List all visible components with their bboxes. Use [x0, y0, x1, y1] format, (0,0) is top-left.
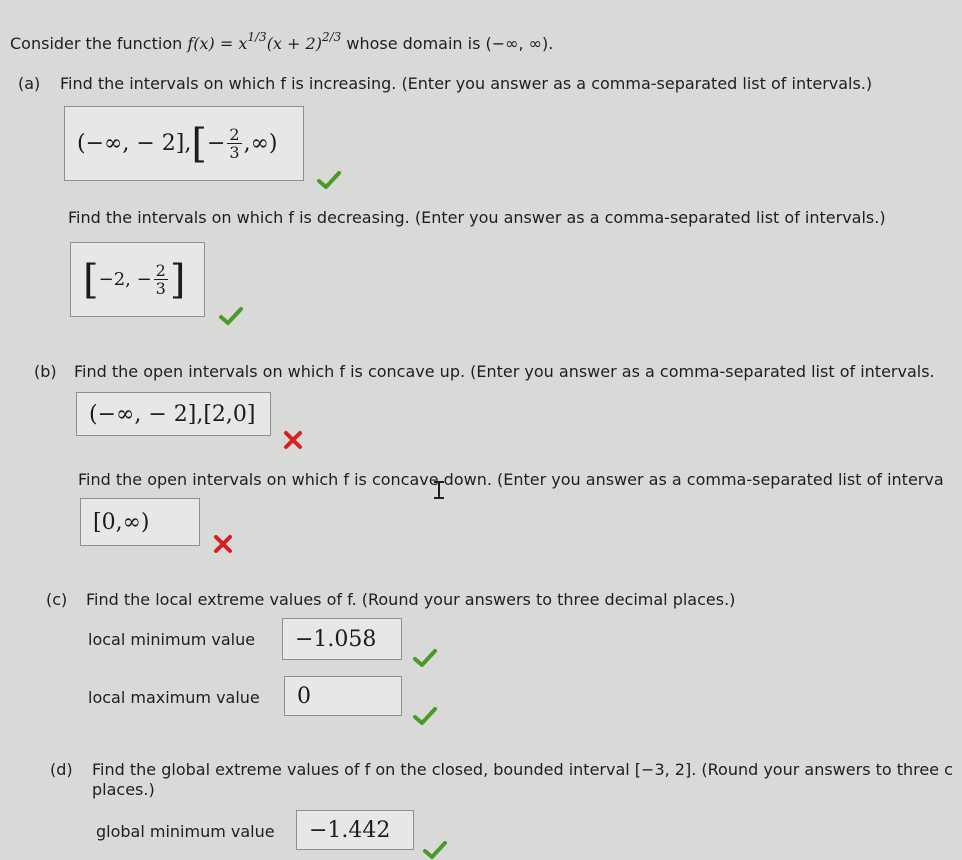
fraction	[227, 126, 241, 161]
check-icon	[412, 648, 438, 668]
part-d-question-cont: places.)	[92, 780, 155, 799]
increasing-answer-part1: (−∞, − 2],	[77, 131, 192, 156]
function-statement	[10, 30, 553, 53]
local-min-answer: −1.058	[295, 626, 377, 652]
fraction-denominator: 3	[229, 143, 240, 162]
part-c-question: Find the local extreme values of f. (Round your answers to three decimal places.)	[86, 590, 736, 609]
decreasing-answer-field[interactable]	[70, 242, 205, 317]
fraction-denominator: 3	[155, 279, 166, 298]
global-min-answer: −1.442	[309, 817, 391, 843]
local-max-answer: 0	[297, 683, 311, 709]
text-cursor-icon	[432, 480, 446, 500]
bracket-open: [	[191, 120, 207, 167]
local-max-label: local maximum value	[88, 688, 260, 707]
concave-down-answer-field[interactable]	[80, 498, 200, 546]
fraction-numerator: 2	[229, 125, 240, 144]
fraction-numerator: 2	[155, 261, 166, 280]
part-a-label: (a)	[18, 74, 41, 93]
function-factor: (x + 2)	[266, 34, 322, 53]
part-a-question: Find the intervals on which f is increasing. (Enter you answer as a comma-separated list of intervals.)	[60, 74, 873, 93]
local-min-label: local minimum value	[88, 630, 256, 649]
concave-down-question: Find the open intervals on which f is concave down. (Enter you answer as a comma-separated list of interva	[78, 470, 944, 489]
global-min-answer-field[interactable]	[296, 810, 414, 850]
increasing-answer-part2: ,∞)	[243, 131, 278, 156]
increasing-answer-field[interactable]	[64, 106, 304, 181]
check-icon	[422, 840, 448, 860]
part-d-question: Find the global extreme values of f on the closed, bounded interval [−3, 2]. (Round your answers to three c	[92, 760, 953, 779]
increasing-neg-sign: −	[206, 131, 226, 156]
cross-icon	[280, 430, 306, 450]
part-b-question: Find the open intervals on which f is concave up. (Enter you answer as a comma-separated list of intervals.	[74, 362, 935, 381]
concave-up-answer-field[interactable]	[76, 392, 271, 436]
decreasing-question: Find the intervals on which f is decreasing. (Enter you answer as a comma-separated list of intervals.)	[68, 208, 886, 227]
fraction	[154, 262, 168, 297]
part-b-label: (b)	[34, 362, 57, 381]
function-expression: f(x) = x	[187, 34, 248, 53]
domain-text: whose domain is (−∞, ∞).	[341, 34, 554, 53]
check-icon	[412, 706, 438, 726]
exponent-one: 1/3	[247, 30, 267, 44]
decreasing-answer-part1: −2, −	[98, 269, 152, 290]
concave-down-answer: [0,∞)	[93, 509, 150, 535]
intro-text: Consider the function	[10, 34, 188, 53]
exponent-two: 2/3	[321, 30, 342, 44]
part-d-label: (d)	[50, 760, 73, 779]
bracket-close: ]	[169, 256, 186, 303]
global-min-label: global minimum value	[96, 822, 275, 841]
local-min-answer-field[interactable]	[282, 618, 402, 660]
check-icon	[218, 306, 244, 326]
concave-up-answer: (−∞, − 2],[2,0]	[89, 401, 256, 427]
cross-icon	[210, 534, 236, 554]
part-c-label: (c)	[46, 590, 68, 609]
bracket-open: [	[83, 256, 99, 303]
local-max-answer-field[interactable]	[284, 676, 402, 716]
check-icon	[316, 170, 342, 190]
